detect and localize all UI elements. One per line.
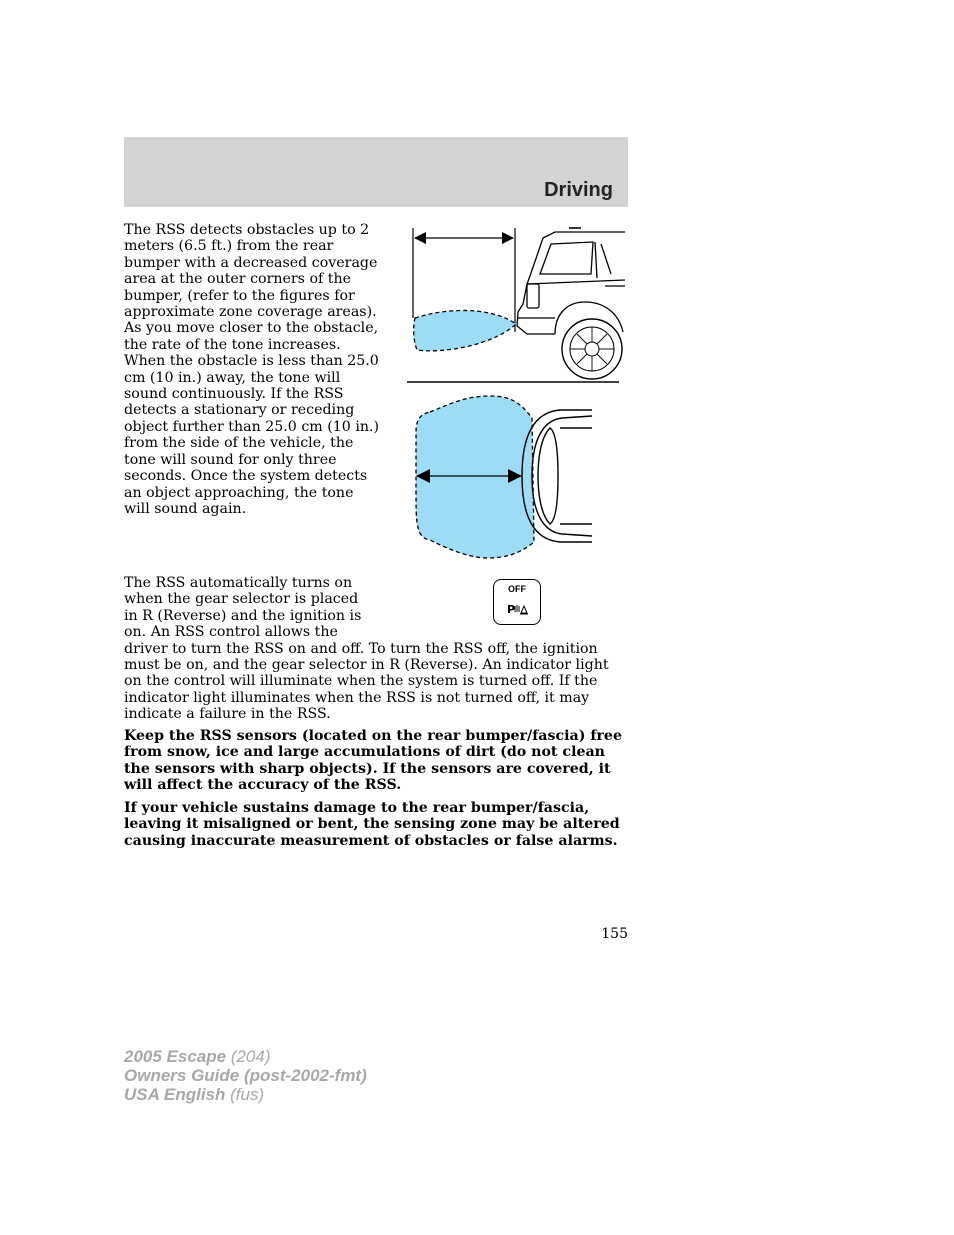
footer-line-3: USA English (fus) <box>124 1085 265 1104</box>
rss-top-view-diagram <box>410 392 600 562</box>
rss-side-view-diagram <box>405 222 625 387</box>
rss-description-paragraph: The RSS detects obstacles up to 2 meters (6.5 ft.) from the rear bumper with a decreased coverage area at the outer corners of the bumper, (refer to the figures for approximate zone coverage areas). As you move closer to the obstacle, the rate of the tone increases. When the obstacle is less than 25.0 cm (10 in.) away, the tone will sound continuously. If the RSS detects a stationary or receding object further than 25.0 cm (10 in.) from the side of the vehicle, the tone will sound for only three seconds. Once the system detects an object approaching, the tone will sound again. <box>124 222 380 517</box>
footer-line-2: Owners Guide (post-2002-fmt) <box>124 1066 367 1085</box>
page-number: 155 <box>601 926 628 942</box>
svg-text:P: P <box>507 603 516 616</box>
section-header-band <box>124 137 628 207</box>
rss-off-label: OFF <box>508 584 526 594</box>
sensor-care-warning: Keep the RSS sensors (located on the rear bumper/fascia) free from snow, ice and large accumulations of dirt (do not clean the sensors with sharp objects). If the sensors are covered, it will affect the accuracy of the RSS. <box>124 728 622 794</box>
bumper-damage-warning: If your vehicle sustains damage to the rear bumper/fascia, leaving it misaligned or bent, the sensing zone may be altered causing inaccurate measurement of obstacles or false alarms. <box>124 800 620 849</box>
rss-control-paragraph: The RSS automatically turns on when the gear selector is placed in R (Reverse) and the ignition is on. An RSS control allows the driver to turn the RSS on and off. To turn the RSS off, the ignition must be on, and the gear selector in R (Reverse). An indicator light on the control will illuminate when the system is turned off. If the indicator light illuminates when the RSS is not turned off, it may indicate a failure in the RSS. <box>124 575 609 723</box>
footer-line-1: 2005 Escape (204) <box>124 1047 271 1066</box>
rear-wheel <box>562 319 622 379</box>
section-title: Driving <box>544 179 613 201</box>
document-footer <box>124 1047 367 1104</box>
